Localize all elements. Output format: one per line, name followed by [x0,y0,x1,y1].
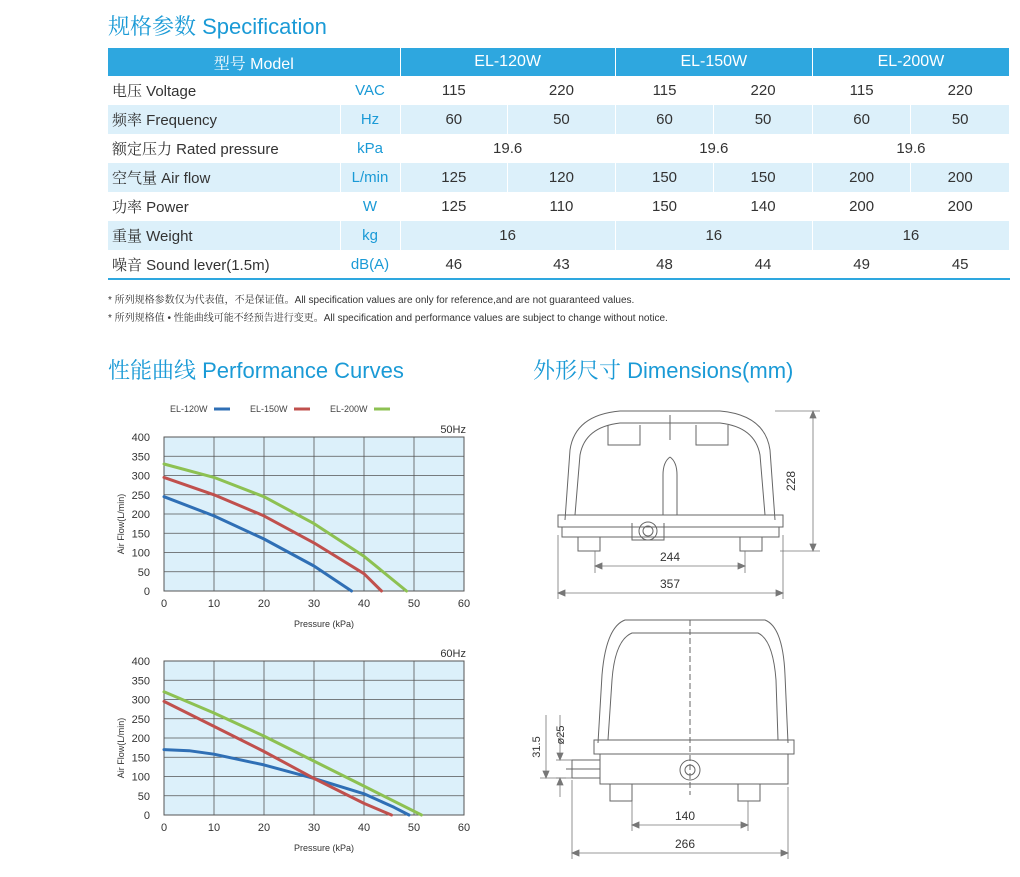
spec-cell: 200 [911,192,1010,221]
y-tick-label: 350 [131,675,150,688]
spec-row-label: 功率 Power [108,192,340,221]
y-tick-label: 150 [131,752,150,765]
spec-table [108,48,1010,280]
spec-cell: 16 [400,221,615,250]
spec-row-unit: kPa [340,134,400,163]
y-tick-label: 100 [131,547,150,560]
spec-cell: 220 [714,76,813,105]
spec-cell: 115 [812,76,911,105]
spec-row-label: 重量 Weight [108,221,340,250]
legend-label: EL-150W [250,404,288,414]
spec-cell: 115 [615,76,714,105]
legend-label: EL-120W [170,404,208,414]
dimension-drawings [520,395,820,865]
x-tick-label: 60 [457,598,471,610]
spec-cell: 220 [911,76,1010,105]
x-tick-label: 30 [307,598,321,610]
spec-cell: 150 [615,192,714,221]
spec-cell: 140 [714,192,813,221]
spec-cell: 44 [714,250,813,279]
spec-cell: 150 [615,163,714,192]
model-el150w: EL-150W [615,48,812,76]
spec-cell: 110 [508,192,616,221]
spec-cell: 50 [911,105,1010,134]
front-view-drawing [558,411,783,551]
spec-row-unit: dB(A) [340,250,400,279]
y-tick-label: 350 [131,451,150,464]
chart-title: 50Hz [440,424,466,436]
spec-row [108,221,1010,250]
spec-cell: 16 [812,221,1009,250]
spec-cell: 45 [911,250,1010,279]
spec-cell: 19.6 [400,134,615,163]
side-view-dimensions [540,715,788,859]
spec-row [108,105,1010,134]
y-tick-label: 50 [137,790,150,803]
side-height-label: 31.5 [531,736,543,758]
spec-row-unit: Hz [340,105,400,134]
spec-row-unit: VAC [340,76,400,105]
spec-cell: 19.6 [615,134,812,163]
spec-row-label: 空气量 Air flow [108,163,340,192]
x-axis-label: Pressure (kPa) [293,843,355,853]
spec-cell: 49 [812,250,911,279]
y-axis-label: Air Flow(L/min) [116,493,126,555]
side-port-diameter-label: ø25 [555,725,567,745]
spec-cell: 50 [508,105,616,134]
spec-row [108,163,1010,192]
spec-cell: 43 [508,250,616,279]
spec-note-2: * 所列规格值 • 性能曲线可能不经预告进行变更。All specification and performance values are subject to change without notice. [108,313,668,324]
spec-cell: 220 [508,76,616,105]
spec-cell: 125 [400,192,508,221]
spec-row-unit: W [340,192,400,221]
model-el120w: EL-120W [400,48,615,76]
spec-cell: 16 [615,221,812,250]
x-tick-label: 50 [407,598,421,610]
y-tick-label: 300 [131,694,150,707]
y-tick-label: 100 [131,771,150,784]
spec-row-label: 频率 Frequency [108,105,340,134]
spec-cell: 60 [812,105,911,134]
side-view-drawing [566,620,794,801]
front-outer-width-label: 357 [659,577,681,591]
x-tick-label: 30 [307,822,321,834]
chart-60hz [116,648,470,853]
y-tick-label: 400 [131,656,150,668]
x-tick-label: 0 [160,822,168,834]
y-axis-label: Air Flow(L/min) [116,717,126,779]
x-tick-label: 50 [407,822,421,834]
y-tick-label: 0 [143,810,150,822]
spec-title: 规格参数 Specification [108,14,327,39]
y-tick-label: 50 [137,566,150,579]
y-tick-label: 200 [131,733,150,745]
spec-row [108,76,1010,105]
x-tick-label: 60 [457,822,471,834]
spec-cell: 48 [615,250,714,279]
performance-charts [100,398,500,868]
spec-row-label: 额定压力 Rated pressure [108,134,340,163]
y-tick-label: 300 [131,470,150,483]
spec-row [108,134,1010,163]
y-tick-label: 400 [131,432,150,444]
x-tick-label: 40 [357,822,371,834]
front-inner-width-label: 244 [659,550,681,564]
dimensions-title: 外形尺寸 Dimensions(mm) [533,358,794,383]
side-outer-width-label: 266 [674,837,696,851]
spec-cell: 115 [400,76,508,105]
spec-cell: 50 [714,105,813,134]
y-tick-label: 200 [131,509,150,521]
spec-cell: 19.6 [812,134,1009,163]
x-tick-label: 10 [207,822,221,834]
spec-cell: 200 [812,192,911,221]
y-tick-label: 250 [131,713,150,726]
spec-cell: 46 [400,250,508,279]
spec-row-label: 电压 Voltage [108,76,340,105]
chart-50hz [116,424,470,629]
x-tick-label: 20 [257,598,271,610]
spec-row-unit: L/min [340,163,400,192]
spec-note-1: * 所列规格参数仅为代表值，不是保证值。All specification values are only for reference,and are not guaranteed values. [108,295,635,306]
spec-row [108,192,1010,221]
y-tick-label: 250 [131,489,150,502]
front-view-dimensions [558,411,820,599]
x-tick-label: 40 [357,598,371,610]
performance-title: 性能曲线 Performance Curves [108,358,404,383]
model-el200w: EL-200W [812,48,1009,76]
spec-cell: 200 [812,163,911,192]
model-header: 型号 Model [108,48,400,76]
y-tick-label: 0 [143,586,150,598]
legend-label: EL-200W [330,404,368,414]
spec-cell: 60 [400,105,508,134]
spec-cell: 60 [615,105,714,134]
spec-row [108,250,1010,279]
x-tick-label: 0 [160,598,168,610]
x-tick-label: 10 [207,598,221,610]
spec-cell: 120 [508,163,616,192]
spec-cell: 200 [911,163,1010,192]
y-tick-label: 150 [131,528,150,541]
spec-cell: 150 [714,163,813,192]
chart-legend [170,404,390,414]
spec-header-row [108,48,1010,76]
spec-row-label: 噪音 Sound lever(1.5m) [108,250,340,279]
spec-row-unit: kg [340,221,400,250]
side-inner-width-label: 140 [674,809,696,823]
spec-cell: 125 [400,163,508,192]
chart-title: 60Hz [440,648,466,660]
front-height-label: 228 [784,470,798,492]
x-axis-label: Pressure (kPa) [293,619,355,629]
x-tick-label: 20 [257,822,271,834]
